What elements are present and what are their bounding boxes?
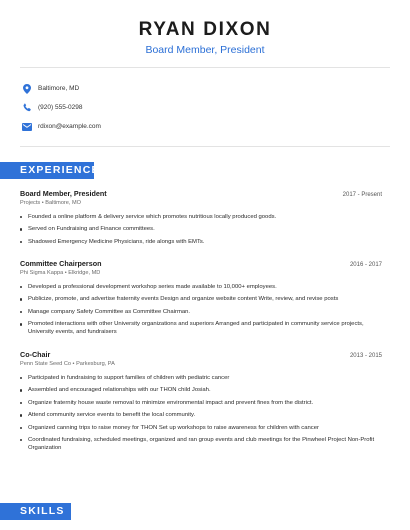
job-meta: Phi Sigma Kappa • Elkridge, MD: [20, 270, 101, 276]
contact-phone: [22, 102, 101, 113]
phone-icon: [22, 103, 32, 113]
bullet-item: Manage company Safety Committee as Committee Chairman.: [20, 308, 382, 316]
bullet-item: Attend community service events to benefit the local community.: [20, 411, 382, 419]
divider: [20, 146, 390, 147]
location-pin-icon: [22, 84, 32, 94]
bullet-item: Participated in fundraising to support families of children with pediatric cancer: [20, 374, 382, 382]
contact-location-text: Baltimore, MD: [38, 84, 80, 92]
job-entry: [20, 350, 382, 457]
job-dates: 2017 - Present: [342, 192, 382, 198]
candidate-title: Board Member, President: [145, 44, 265, 56]
contact-location: [22, 83, 101, 94]
job-role: Committee Chairperson: [20, 259, 102, 268]
job-entry: [20, 189, 382, 250]
job-meta: Penn State Seed Co • Parkesburg, PA: [20, 361, 115, 367]
section-heading-experience: EXPERIENCE: [0, 162, 94, 179]
section-heading-skills: SKILLS: [0, 503, 71, 520]
bullet-item: Organize fraternity house waste removal to minimize environmental impact and prevent fines from the district.: [20, 399, 382, 407]
contact-phone-text: (920) 555-0298: [38, 103, 83, 111]
bullet-item: Shadowed Emergency Medicine Physicians, ride alongs with EMTs.: [20, 238, 382, 246]
bullet-item: Coordinated fundraising, scheduled meetings, organized and ran group events and club meetings for the Pinwheel Project Non-Profit Organization: [20, 436, 382, 452]
contact-email: [22, 121, 101, 132]
bullet-item: Assembled and encouraged relationships with our THON child Josiah.: [20, 386, 382, 394]
bullet-item: Founded a online platform & delivery service which promotes nutritious locally produced goods.: [20, 213, 382, 221]
bullet-item: Publicize, promote, and advertise fraternity events Design and organize website content Write, review, and revise posts: [20, 295, 382, 303]
job-role: Co-Chair: [20, 350, 51, 359]
divider: [20, 67, 390, 68]
bullet-item: Organized canning trips to raise money for THON Set up workshops to raise awareness for children with cancer: [20, 424, 382, 432]
resume-header: [0, 0, 410, 57]
job-bullets: [20, 374, 382, 452]
job-dates: 2013 - 2015: [349, 353, 382, 359]
contact-list: [22, 83, 101, 140]
contact-email-text: rdixon@example.com: [38, 122, 101, 130]
bullet-item: Served on Fundraising and Finance committees.: [20, 225, 382, 233]
job-entry: [20, 259, 382, 341]
mail-icon: [22, 122, 32, 132]
job-dates: 2016 - 2017: [349, 262, 382, 268]
job-bullets: [20, 213, 382, 246]
candidate-name: RYAN DIXON: [138, 19, 272, 40]
job-meta: Projects • Baltimore, MO: [20, 200, 82, 206]
job-bullets: [20, 283, 382, 337]
bullet-item: Developed a professional development workshop series made available to 10,000+ employees.: [20, 283, 382, 291]
job-role: Board Member, President: [20, 189, 107, 198]
bullet-item: Promoted interactions with other University organizations and superiors Arranged and participated in community service projects, University events, and fundraisers: [20, 320, 382, 336]
